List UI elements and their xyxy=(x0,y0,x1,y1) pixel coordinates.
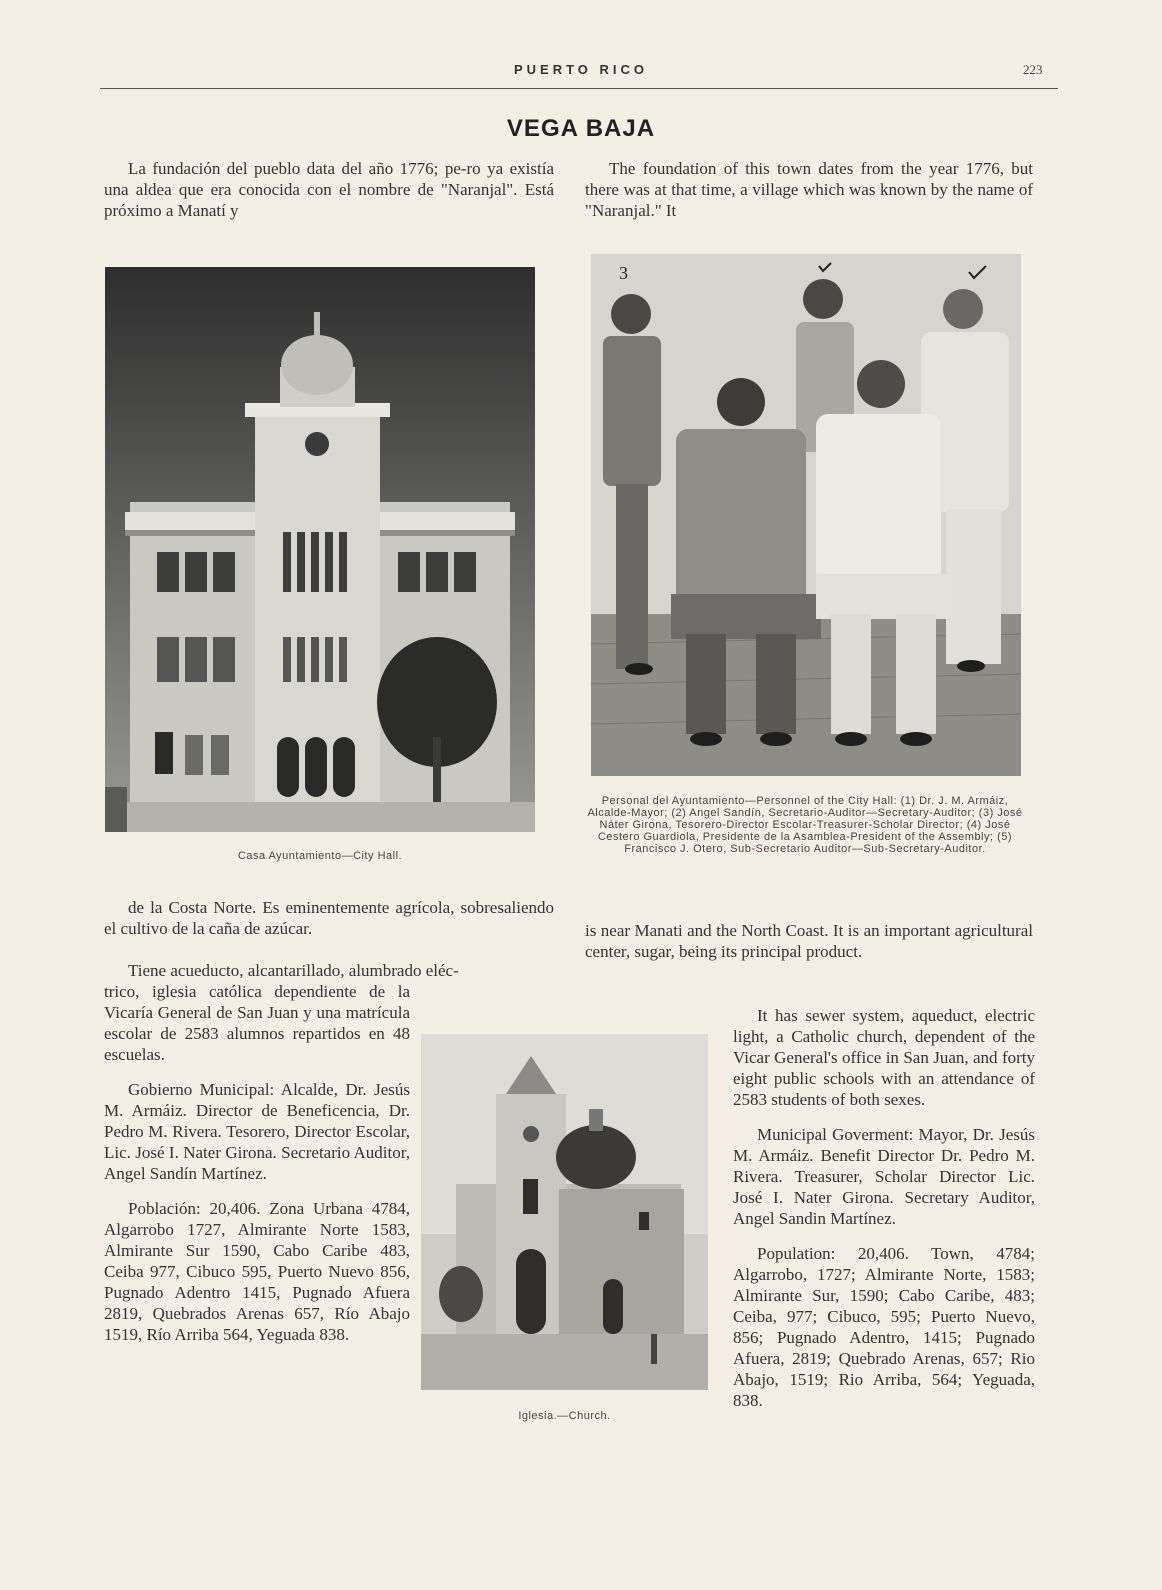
english-government-text: Municipal Goverment: Mayor, Dr. Jesús M. Armáiz. Benefit Director Dr. Pedro M. Rivera. Treasurer, Scholar Director Lic. José I. Nater Girona. Secretary Auditor, Angel Sandin Martínez. xyxy=(733,1125,1035,1228)
spanish-services-text: trico, iglesia católica dependiente de la Vicaría General de San Juan y una matrícula escolar de 2583 alumnos repartidos en 48 escuelas. xyxy=(104,982,410,1064)
personnel-photo xyxy=(591,254,1021,776)
personnel-caption: Personal del Ayuntamiento—Personnel of the City Hall: (1) Dr. J. M. Armáiz, Alcalde-Mayor; (2) Angel Sandín, Secretario-Auditor—Secretary-Auditor; (3) José Náter Girona, Tesorero-Director Escolar-Treasurer-Scholar Director; (4) José Cestero Guardiola, Presidente de la Asamblea-President of the Assembly; (5) Francisco J. Otero, Sub-Secretario Auditor—Sub-Secretary-Auditor. xyxy=(587,795,1023,855)
english-intro-text: The foundation of this town dates from the year 1776, but there was at that time, a village which was known by the name of "Naranjal." It xyxy=(585,159,1033,220)
spanish-services-lead-text: Tiene acueducto, alcantarillado, alumbrado eléc- xyxy=(128,961,459,980)
spanish-services-lead xyxy=(104,960,556,981)
english-intro xyxy=(585,158,1033,235)
church-caption: Iglesia.—Church. xyxy=(518,1410,611,1422)
running-title: PUERTO RICO xyxy=(513,62,649,77)
spanish-population-text: Población: 20,406. Zona Urbana 4784, Algarrobo 1727, Almirante Norte 1583, Almirante Sur 1590, Cabo Caribe 483, Ceiba 977, Cibuco 595, Puerto Nuevo 856, Pugnado Adentro 1415, Pugnado Afuera 2819, Quebrados Arenas 657, Río Abajo 1519, Río Arriba 564, Yeguada 838. xyxy=(104,1199,410,1344)
english-agriculture-text: is near Manati and the North Coast. It is an important agricultural center, sugar, being its principal product. xyxy=(585,921,1033,961)
spanish-government-text: Gobierno Municipal: Alcalde, Dr. Jesús M. Armáiz. Director de Beneficencia, Dr. Pedro M. Rivera. Tesorero, Director Escolar, Lic. José I. Nater Girona. Secretario Auditor, Angel Sandín Martínez. xyxy=(104,1080,410,1183)
english-agriculture xyxy=(585,920,1033,976)
article-title: VEGA BAJA xyxy=(506,115,656,142)
spanish-agriculture xyxy=(104,897,554,953)
city-hall-caption: Casa Ayuntamiento—City Hall. xyxy=(237,850,403,862)
english-population-text: Population: 20,406. Town, 4784; Algarrobo, 1727; Almirante Norte, 1583; Almirante Sur, 1590; Cabo Caribe, 483; Ceiba, 977; Cibuco, 595; Puerto Nuevo, 856; Pugnado Adentro, 1415; Pugnado Afuera, 2819; Quebrado Arenas, 657; Rio Abajo, 1519; Rio Arriba, 564; Yeguada, 838. xyxy=(733,1244,1035,1410)
header-rule xyxy=(100,88,1058,89)
city-hall-photo xyxy=(105,267,535,832)
english-services-text: It has sewer system, aqueduct, electric light, a Catholic church, dependent of the Vicar General's office in San Juan, and forty eight public schools with an attendance of 2583 students of both sexes. xyxy=(733,1006,1035,1109)
spanish-intro-text: La fundación del pueblo data del año 1776; pe-ro ya existía una aldea que era conocida con el nombre de "Naranjal". Está próximo a Manatí y xyxy=(104,159,554,220)
english-narrow-column xyxy=(733,1005,1035,1425)
spanish-intro xyxy=(104,158,554,235)
spanish-narrow-column xyxy=(104,981,410,1359)
church-photo xyxy=(421,1034,708,1390)
photo-mark-number: 3 xyxy=(619,263,628,283)
page-number: 223 xyxy=(1023,62,1043,77)
spanish-agriculture-text: de la Costa Norte. Es eminentemente agrícola, sobresaliendo el cultivo de la caña de azúcar. xyxy=(104,898,554,938)
